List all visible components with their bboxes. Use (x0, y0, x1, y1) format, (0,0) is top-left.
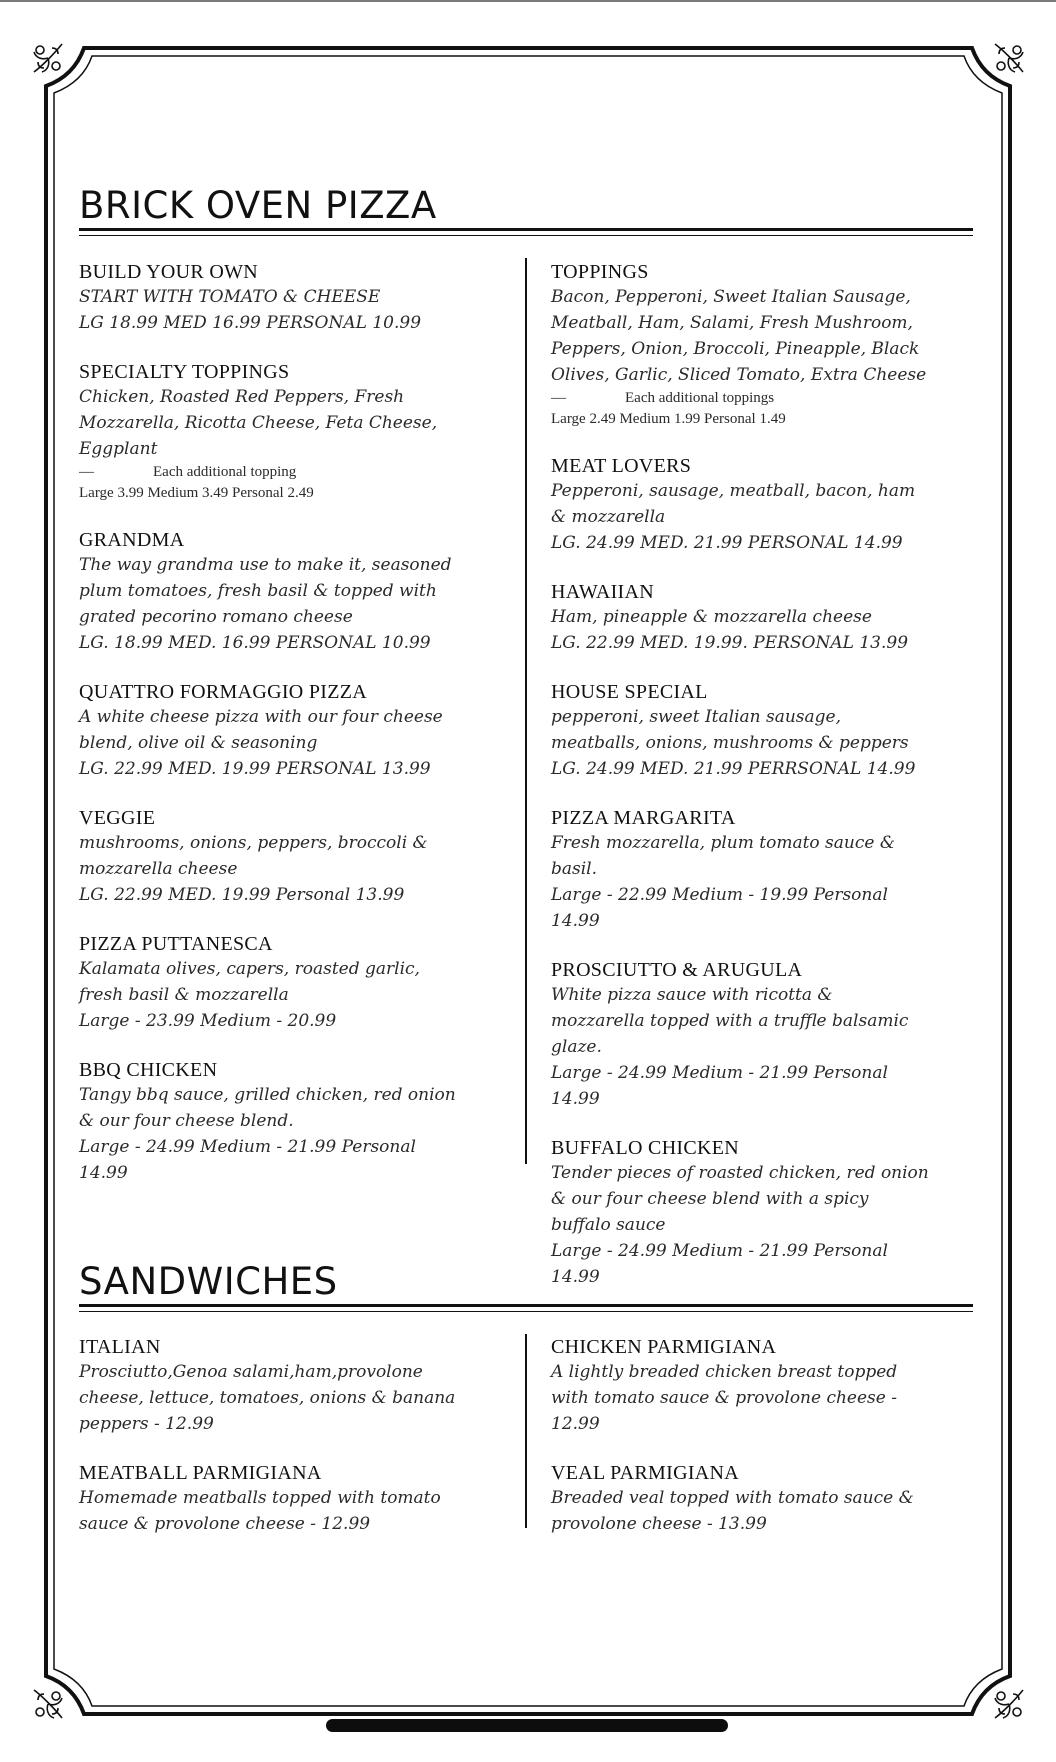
sandwiches-right-column (551, 1335, 931, 1561)
item-price: LG. 22.99 MED. 19.99. PERSONAL 13.99 (551, 633, 909, 653)
pizza-left-column (79, 260, 459, 1210)
section-rule-pizza (79, 228, 973, 231)
item-price: Large 2.49 Medium 1.99 Personal 1.49 (551, 411, 786, 427)
item-note (551, 388, 931, 409)
home-indicator[interactable] (326, 1719, 728, 1732)
item-name: PROSCIUTTO & ARUGULA (551, 959, 803, 981)
column-divider (525, 1334, 527, 1528)
item-name: HAWAIIAN (551, 581, 654, 603)
menu-item (79, 1058, 459, 1186)
item-description: Pepperoni, sausage, meatball, bacon, ham & mozzarella (551, 481, 916, 527)
menu-item (551, 1335, 931, 1437)
item-description: pepperoni, sweet Italian sausage, meatballs, onions, mushrooms & peppers (551, 707, 909, 753)
note-dash: — (79, 464, 94, 480)
menu-item (551, 580, 931, 656)
item-price: Large 3.99 Medium 3.49 Personal 2.49 (79, 485, 314, 501)
item-name: PIZZA MARGARITA (551, 807, 736, 829)
item-price: Large - 24.99 Medium - 21.99 Personal 14.99 (551, 1241, 888, 1287)
section-rule-sandwiches-thin (79, 1311, 973, 1312)
menu-item (79, 528, 459, 656)
menu-item (551, 1136, 931, 1290)
item-price: LG. 18.99 MED. 16.99 PERSONAL 10.99 (79, 633, 431, 653)
item-description: mushrooms, onions, peppers, broccoli & mozzarella cheese (79, 833, 428, 879)
item-name: VEGGIE (79, 807, 156, 829)
item-price: LG. 22.99 MED. 19.99 PERSONAL 13.99 (79, 759, 431, 779)
item-description: Breaded veal topped with tomato sauce & provolone cheese - 13.99 (551, 1488, 914, 1534)
item-description: A lightly breaded chicken breast topped with tomato sauce & provolone cheese - 12.99 (551, 1362, 898, 1434)
menu-item (551, 958, 931, 1112)
item-price: LG. 24.99 MED. 21.99 PERRSONAL 14.99 (551, 759, 916, 779)
menu-item (551, 454, 931, 556)
item-description: Tangy bbq sauce, grilled chicken, red onion & our four cheese blend. (79, 1085, 456, 1131)
section-rule-sandwiches (79, 1304, 973, 1307)
item-name: CHICKEN PARMIGIANA (551, 1336, 777, 1358)
item-name: BUILD YOUR OWN (79, 261, 258, 283)
menu-item (551, 260, 931, 430)
fleur-scroll-icon (989, 1684, 1029, 1724)
item-description: Chicken, Roasted Red Peppers, Fresh Mozzarella, Ricotta Cheese, Feta Cheese, Eggplant (79, 387, 438, 459)
menu-item (79, 680, 459, 782)
menu-item (551, 806, 931, 934)
item-name: ITALIAN (79, 1336, 161, 1358)
item-name: HOUSE SPECIAL (551, 681, 708, 703)
menu-item (79, 1461, 459, 1537)
item-description: Fresh mozzarella, plum tomato sauce & basil. (551, 833, 895, 879)
section-rule-pizza-thin (79, 235, 973, 236)
item-description: Tender pieces of roasted chicken, red onion & our four cheese blend with a spicy buffalo sauce (551, 1163, 929, 1235)
item-description: Kalamata olives, capers, roasted garlic, fresh basil & mozzarella (79, 959, 420, 1005)
item-price: Large - 24.99 Medium - 21.99 Personal 14.99 (79, 1137, 416, 1183)
item-name: MEATBALL PARMIGIANA (79, 1462, 322, 1484)
item-name: QUATTRO FORMAGGIO PIZZA (79, 681, 368, 703)
column-divider (525, 258, 527, 1164)
item-price: Large - 24.99 Medium - 21.99 Personal 14.99 (551, 1063, 888, 1109)
item-price: Large - 23.99 Medium - 20.99 (79, 1011, 337, 1031)
item-description: Bacon, Pepperoni, Sweet Italian Sausage, Meatball, Ham, Salami, Fresh Mushroom, Peppers, Onion, Broccoli, Pineapple, Black Olives, Garlic, Sliced Tomato, Extra Cheese (551, 287, 927, 385)
item-name: BUFFALO CHICKEN (551, 1137, 740, 1159)
note-dash: — (551, 390, 566, 406)
item-description: Ham, pineapple & mozzarella cheese (551, 607, 872, 627)
pizza-right-column (551, 260, 931, 1314)
item-description: A white cheese pizza with our four cheese blend, olive oil & seasoning (79, 707, 443, 753)
item-name: BBQ CHICKEN (79, 1059, 218, 1081)
item-price: LG 18.99 MED 16.99 PERSONAL 10.99 (79, 313, 422, 333)
menu-item (79, 1335, 459, 1437)
item-name: MEAT LOVERS (551, 455, 692, 477)
menu-item (551, 680, 931, 782)
item-description: Prosciutto,Genoa salami,ham,provolone cheese, lettuce, tomatoes, onions & banana peppers - 12.99 (79, 1362, 456, 1434)
item-name: SPECIALTY TOPPINGS (79, 361, 290, 383)
fleur-scroll-icon (28, 1684, 68, 1724)
item-name: PIZZA PUTTANESCA (79, 933, 273, 955)
note-text: Each additional topping (153, 464, 297, 480)
item-description: The way grandma use to make it, seasoned plum tomatoes, fresh basil & topped with grated pecorino romano cheese (79, 555, 452, 627)
item-price: LG. 24.99 MED. 21.99 PERSONAL 14.99 (551, 533, 903, 553)
item-name: GRANDMA (79, 529, 185, 551)
sandwiches-left-column (79, 1335, 459, 1561)
fleur-scroll-icon (989, 38, 1029, 78)
item-name: TOPPINGS (551, 261, 649, 283)
item-note (79, 462, 459, 483)
item-description: White pizza sauce with ricotta & mozzarella topped with a truffle balsamic glaze. (551, 985, 909, 1057)
fleur-scroll-icon (28, 38, 68, 78)
menu-item (551, 1461, 931, 1537)
menu-item (79, 360, 459, 504)
item-description: Homemade meatballs topped with tomato sauce & provolone cheese - 12.99 (79, 1488, 441, 1534)
section-title-sandwiches: SANDWICHES (79, 1260, 338, 1303)
note-text: Each additional toppings (625, 390, 775, 406)
menu-item (79, 932, 459, 1034)
item-description: START WITH TOMATO & CHEESE (79, 287, 381, 307)
section-title-pizza: BRICK OVEN PIZZA (79, 184, 437, 227)
item-name: VEAL PARMIGIANA (551, 1462, 740, 1484)
item-price: LG. 22.99 MED. 19.99 Personal 13.99 (79, 885, 405, 905)
menu-item (79, 260, 459, 336)
item-price: Large - 22.99 Medium - 19.99 Personal 14.99 (551, 885, 888, 931)
menu-item (79, 806, 459, 908)
